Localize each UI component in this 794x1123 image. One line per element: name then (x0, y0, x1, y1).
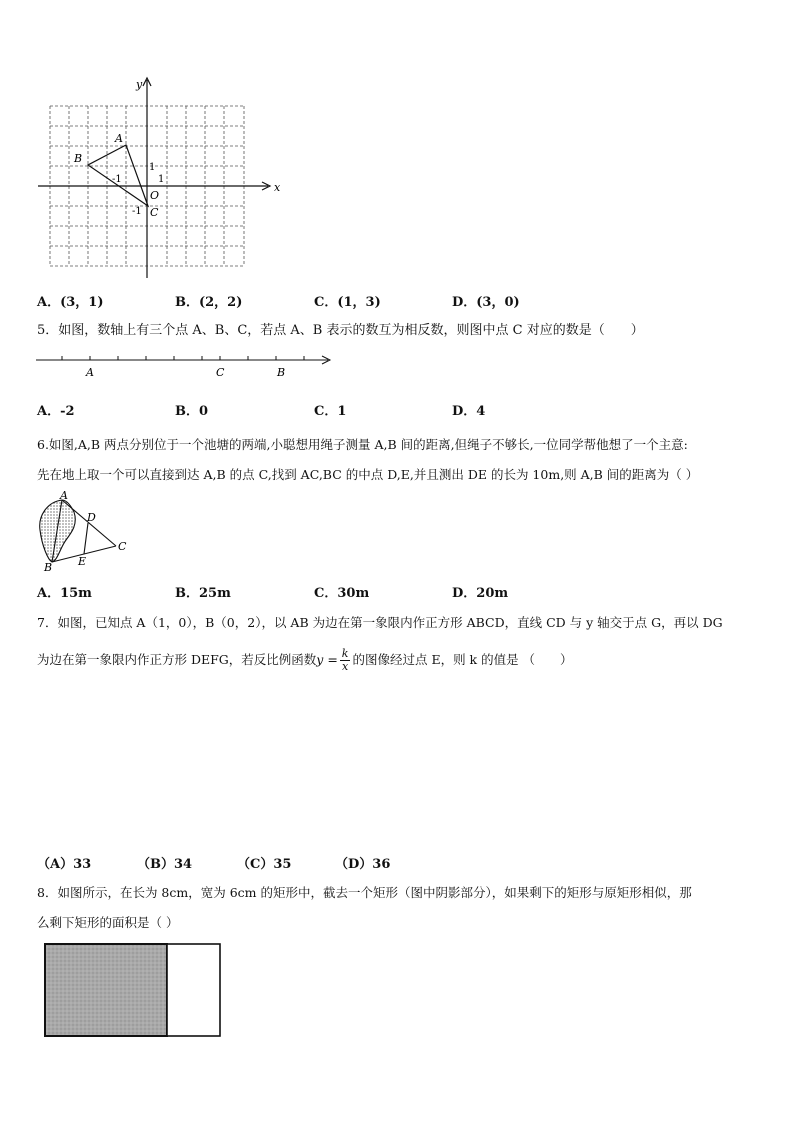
q7-text-line2-pre: 为边在第一象限内作正方形 DEFG，若反比例函数 (37, 652, 317, 667)
numline-point-c-label: C (216, 366, 225, 379)
q6-option-c[interactable]: C．30m (314, 586, 370, 601)
axes (38, 78, 270, 278)
pond-triangle-figure (32, 490, 132, 574)
tick-x-pos-label: 1 (158, 174, 165, 185)
q4-option-d[interactable]: D．(3，0) (452, 295, 520, 310)
origin-label: O (150, 189, 160, 202)
q7-option-c[interactable]: （C）35 (237, 857, 292, 872)
q6-option-d[interactable]: D．20m (452, 586, 509, 601)
q5-option-d[interactable]: D．4 (452, 404, 486, 419)
number-line-figure (34, 350, 334, 382)
tick-y-neg-label: -1 (132, 206, 142, 217)
q5-option-a[interactable]: A．-2 (37, 404, 75, 419)
q6-text-line1: 6.如图,A,B 两点分别位于一个池塘的两端,小聪想用绳子测量 A,B 间的距离,但绳子不够长,一位同学帮他想了一个主意: (37, 437, 688, 452)
point-c-label: C (150, 206, 159, 219)
q4-option-b[interactable]: B．(2，2) (175, 295, 243, 310)
q5-option-c[interactable]: C．1 (314, 404, 347, 419)
numline-point-a-label: A (86, 366, 94, 379)
q7-text-line2 (37, 648, 573, 673)
q6-text-line2: 先在地上取一个可以直接到达 A,B 的点 C,找到 AC,BC 的中点 D,E,并且测出 DE 的长为 10m,则 A,B 间的距离为（ ） (37, 467, 699, 482)
point-b-label: B (74, 152, 83, 165)
remaining-rectangle (167, 944, 220, 1036)
q4-option-c[interactable]: C．(1，3) (314, 295, 381, 310)
q7-formula-fraction (340, 648, 351, 673)
q5-text: 5．如图，数轴上有三个点 A、B、C，若点 A、B 表示的数互为相反数，则图中点 C 对应的数是（ ） (37, 323, 644, 338)
axis-y-label: y (136, 78, 143, 91)
axis-x-label: x (274, 181, 281, 194)
q8-text-line2: 么剩下矩形的面积是（ ） (37, 915, 179, 930)
q7-formula-denominator: x (342, 660, 349, 673)
point-a-label: A (115, 132, 123, 145)
shaded-rectangle (45, 944, 167, 1036)
pond-point-d-label: D (87, 511, 96, 524)
rectangle-figure (40, 940, 230, 1040)
pond-point-c-label: C (118, 540, 127, 553)
tick-y-pos-label: 1 (149, 162, 156, 173)
pond-point-b-label: B (44, 561, 53, 574)
coordinate-grid-figure (30, 70, 290, 285)
numline-point-b-label: B (277, 366, 286, 379)
q7-formula-numerator: k (341, 647, 349, 660)
pond-point-e-label: E (78, 555, 87, 568)
q6-option-a[interactable]: A．15m (37, 586, 92, 601)
q7-formula-lhs: y = (316, 652, 338, 667)
q7-option-a[interactable]: （A）33 (37, 857, 92, 872)
pond-point-a-label: A (60, 490, 68, 502)
q4-option-a[interactable]: A．(3，1) (37, 295, 104, 310)
q5-option-b[interactable]: B．0 (175, 404, 209, 419)
q7-text-line2-post: 的图像经过点 E，则 k 的值是 （ ） (352, 652, 573, 667)
tick-x-neg-label: -1 (112, 174, 122, 185)
q7-option-b[interactable]: （B）34 (137, 857, 193, 872)
q7-text-line1: 7．如图，已知点 A（1，0），B（0，2），以 AB 为边在第一象限内作正方形 ABCD，直线 CD 与 y 轴交于点 G，再以 DG (37, 615, 723, 630)
q8-text-line1: 8．如图所示，在长为 8cm，宽为 6cm 的矩形中，截去一个矩形（图中阴影部分），如果剩下的矩形与原矩形相似，那 (37, 885, 692, 900)
q6-option-b[interactable]: B．25m (175, 586, 231, 601)
q7-option-d[interactable]: （D）36 (335, 857, 391, 872)
